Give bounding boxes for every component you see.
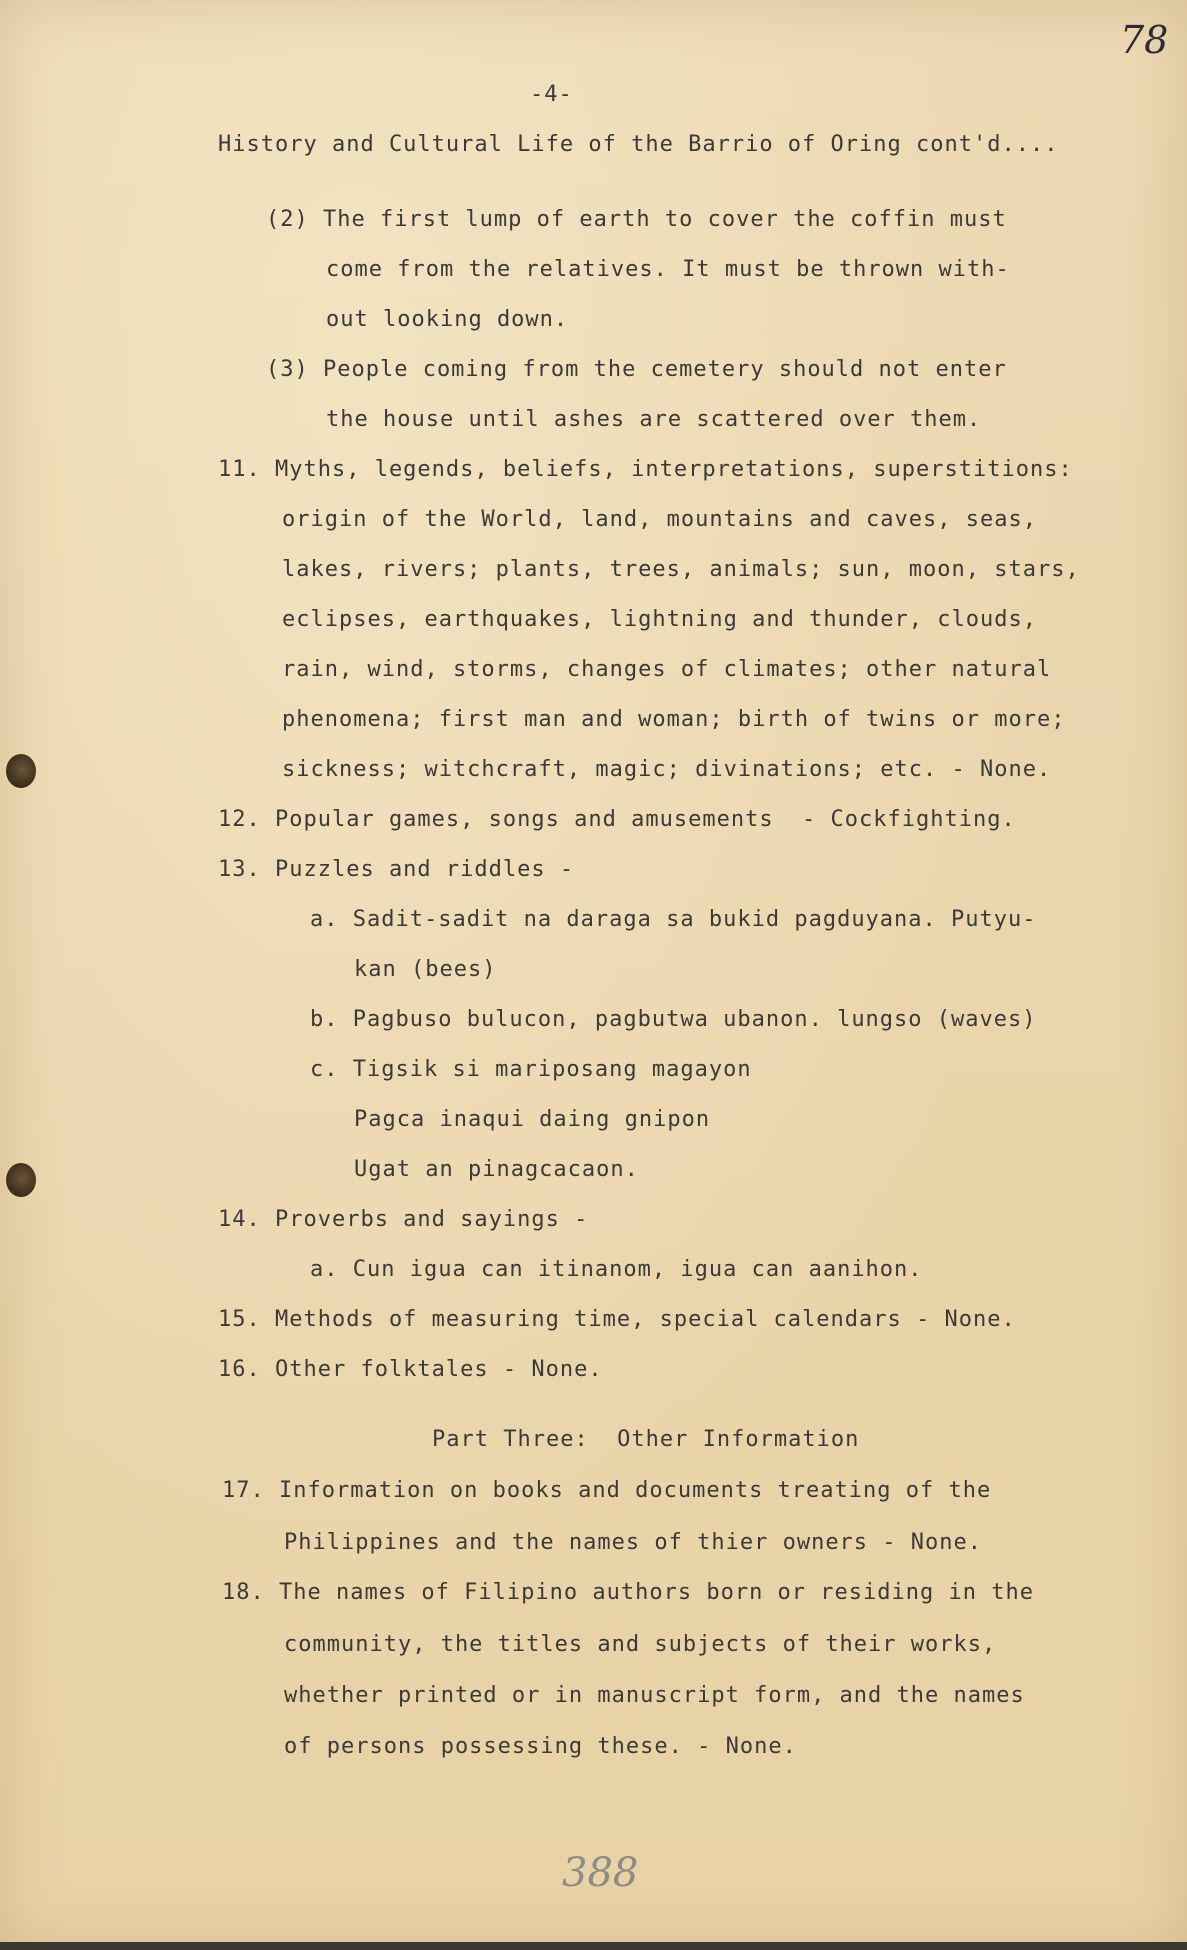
page-number: -4- — [530, 82, 573, 107]
punch-hole-upper — [6, 754, 36, 788]
text-line: lakes, rivers; plants, trees, animals; sun, moon, stars, — [282, 557, 1080, 582]
text-line: of persons possessing these. - None. — [284, 1734, 797, 1759]
section-heading: Part Three: Other Information — [432, 1427, 860, 1452]
text-line: community, the titles and subjects of their works, — [284, 1632, 997, 1657]
text-line: a. Cun igua can itinanom, igua can aanihon. — [310, 1257, 923, 1282]
text-line: sickness; witchcraft, magic; divinations; etc. - None. — [282, 757, 1052, 782]
text-line: Ugat an pinagcacaon. — [354, 1157, 639, 1182]
text-line: Pagca inaqui daing gnipon — [354, 1107, 711, 1132]
item-12-heading: 12. Popular games, songs and amusements - Cockfighting. — [218, 807, 1016, 832]
item-14-heading: 14. Proverbs and sayings - — [218, 1207, 589, 1232]
text-line: origin of the World, land, mountains and caves, seas, — [282, 507, 1037, 532]
item-11-heading: 11. Myths, legends, beliefs, interpretations, superstitions: — [218, 457, 1073, 482]
item-16-heading: 16. Other folktales - None. — [218, 1357, 603, 1382]
item-18-heading: 18. The names of Filipino authors born or residing in the — [222, 1580, 1034, 1605]
text-line: eclipses, earthquakes, lightning and thunder, clouds, — [282, 607, 1037, 632]
punch-hole-lower — [6, 1163, 36, 1197]
text-line: (3) People coming from the cemetery should not enter — [266, 357, 1007, 382]
text-line: phenomena; first man and woman; birth of twins or more; — [282, 707, 1066, 732]
text-line: out looking down. — [326, 307, 569, 332]
footer-page-number: 388 — [562, 1850, 639, 1896]
text-line: the house until ashes are scattered over them. — [326, 407, 982, 432]
text-line: kan (bees) — [354, 957, 497, 982]
item-17-heading: 17. Information on books and documents treating of the — [222, 1478, 992, 1503]
text-line: a. Sadit-sadit na daraga sa bukid pagduyana. Putyu- — [310, 907, 1037, 932]
text-line: b. Pagbuso bulucon, pagbutwa ubanon. lungso (waves) — [310, 1007, 1037, 1032]
text-line: (2) The first lump of earth to cover the coffin must — [266, 207, 1007, 232]
item-15-heading: 15. Methods of measuring time, special calendars - None. — [218, 1307, 1016, 1332]
page-bottom-edge — [0, 1942, 1187, 1950]
text-line: c. Tigsik si mariposang magayon — [310, 1057, 752, 1082]
text-line: come from the relatives. It must be thrown with- — [326, 257, 1010, 282]
item-13-heading: 13. Puzzles and riddles - — [218, 857, 575, 882]
text-line: Philippines and the names of thier owners - None. — [284, 1530, 983, 1555]
document-header: History and Cultural Life of the Barrio of Oring cont'd.... — [218, 132, 1059, 157]
text-line: rain, wind, storms, changes of climates; other natural — [282, 657, 1052, 682]
page-corner-number: 78 — [1120, 18, 1169, 62]
text-line: whether printed or in manuscript form, and the names — [284, 1683, 1025, 1708]
